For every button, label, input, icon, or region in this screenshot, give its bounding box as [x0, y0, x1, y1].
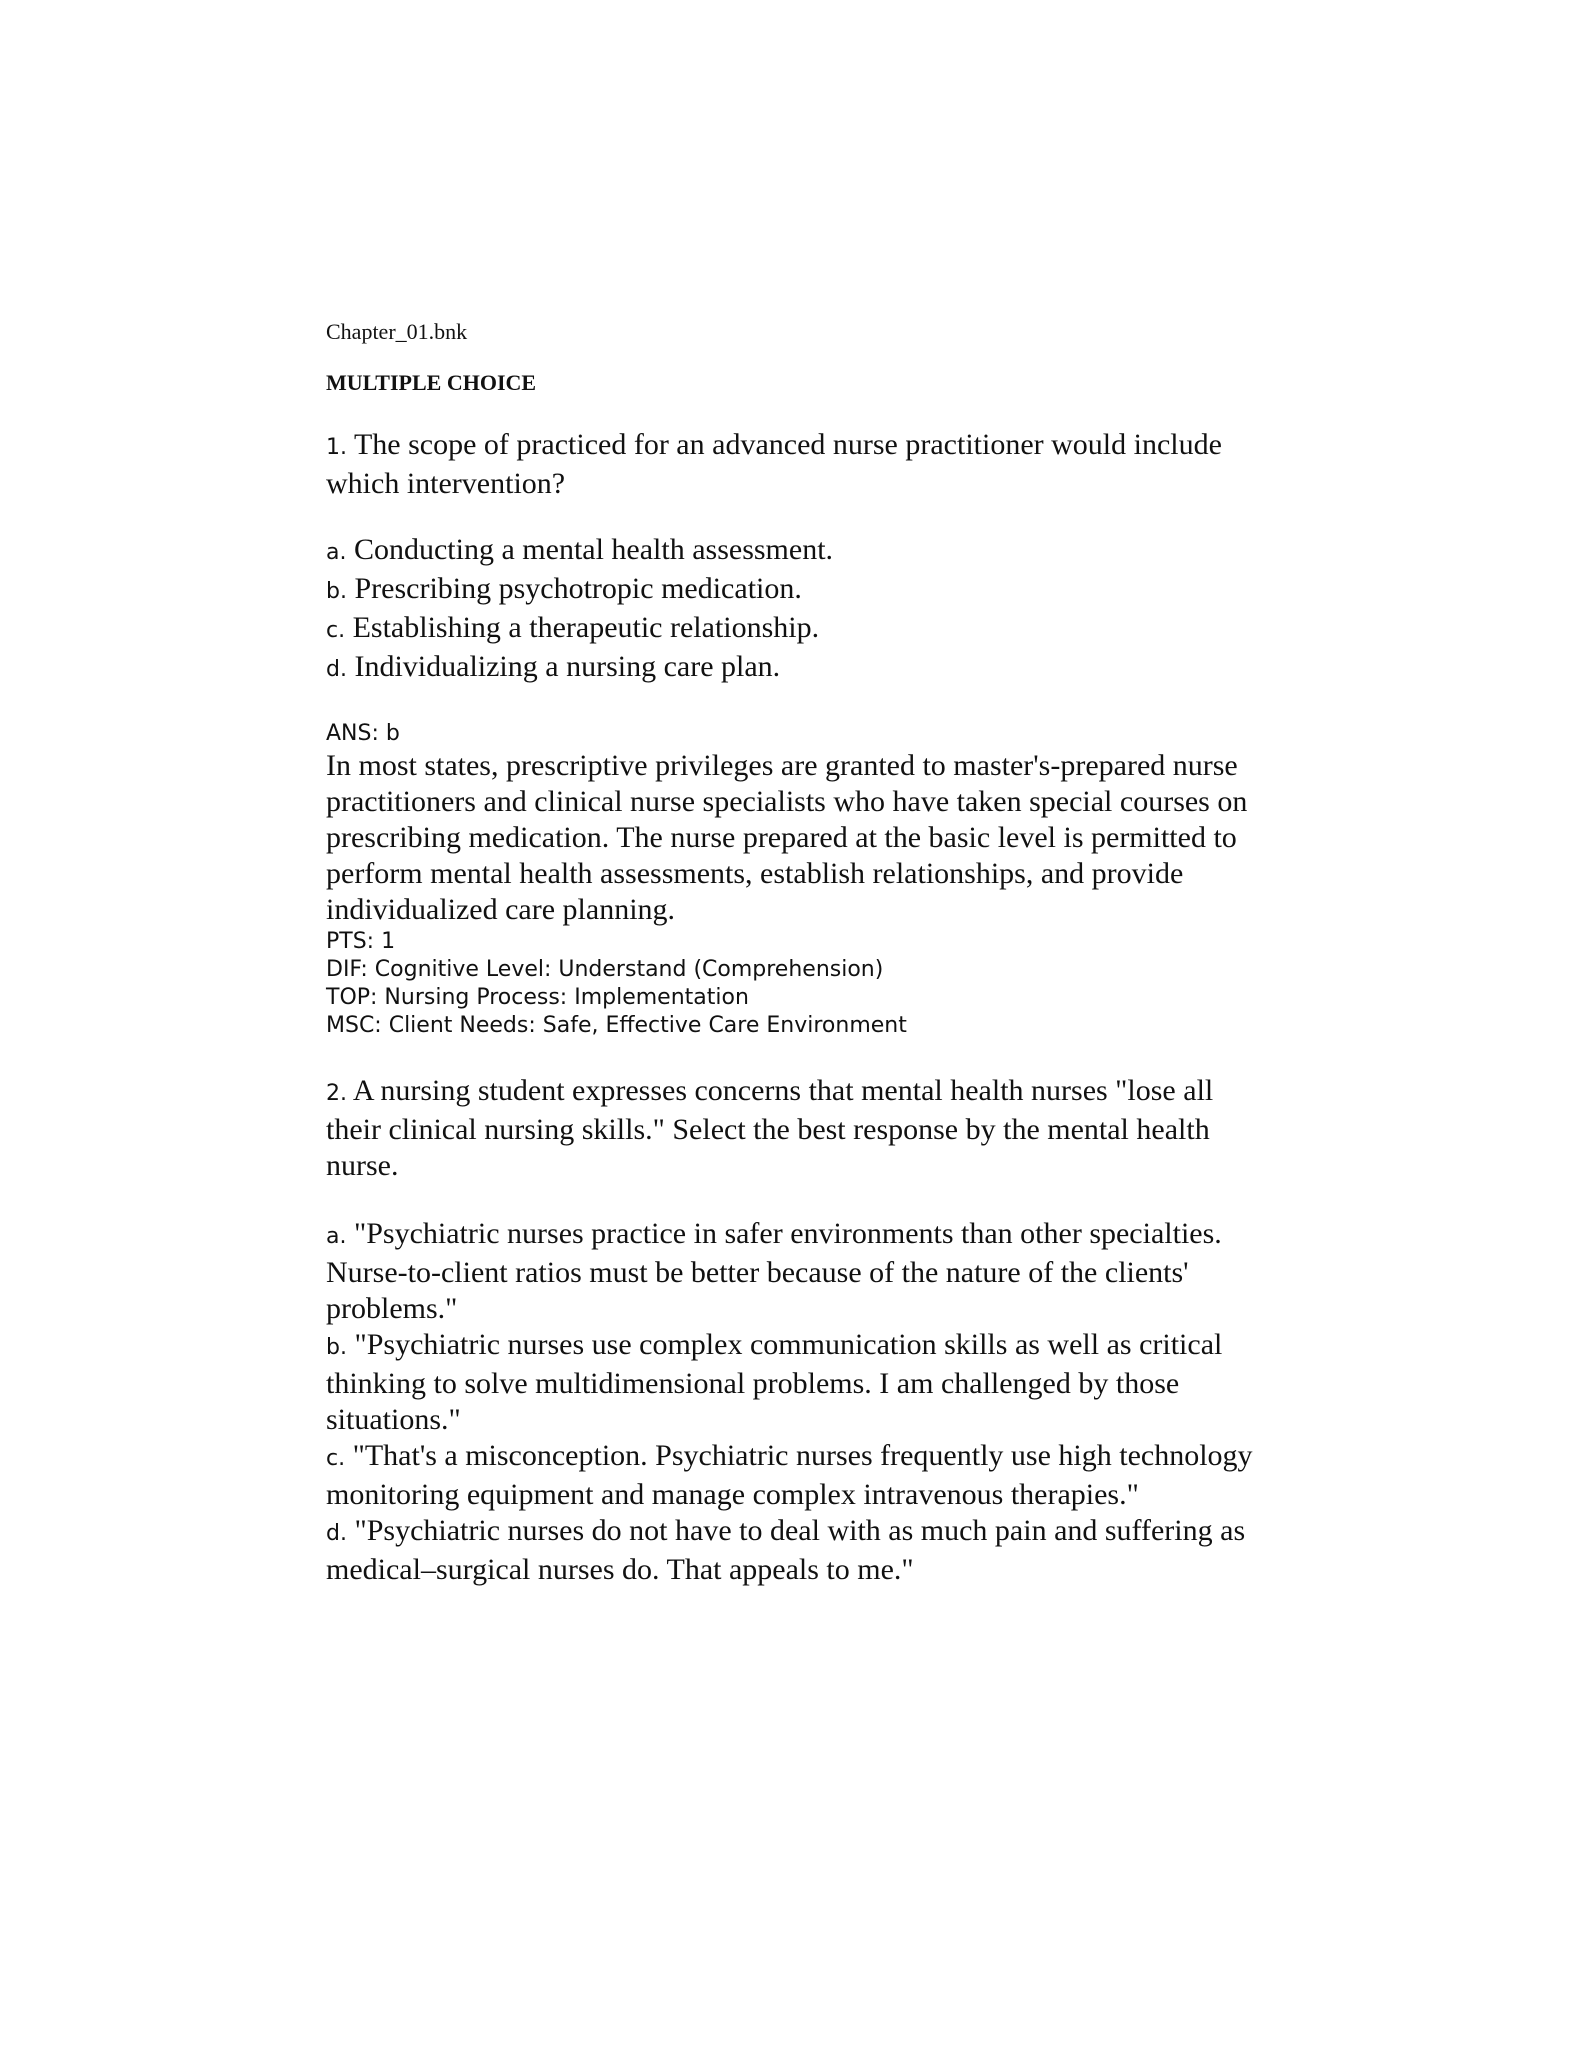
answer-rationale: In most states, prescriptive privileges are granted to master's-prepared nurse practitioners and clinical nurse specialists who have taken special courses on prescribing medication. The nurse prepared at the basic level is permitted to perform mental health assessments, establish relationships, and provide individualized care planning. — [326, 749, 1248, 926]
question-number: 2. — [326, 1081, 347, 1106]
answer-key: ANS: b — [326, 721, 400, 746]
document-page — [326, 318, 1266, 1620]
option-letter: c. — [326, 618, 346, 643]
difficulty-level: DIF: Cognitive Level: Understand (Comprehension) — [326, 957, 884, 982]
answer-option-d — [326, 1513, 1266, 1588]
answer-option-c — [326, 610, 1266, 649]
option-letter: b. — [326, 1335, 347, 1360]
option-text: "Psychiatric nurses do not have to deal with as much pain and suffering as medical–surgical nurses do. That appeals to me." — [326, 1514, 1246, 1586]
answer-option-a — [326, 1216, 1266, 1327]
answer-option-b — [326, 1327, 1266, 1438]
question-stem — [326, 427, 1266, 502]
option-letter: c. — [326, 1446, 346, 1471]
option-letter: a. — [326, 1224, 347, 1249]
question-number: 1. — [326, 435, 347, 460]
question-2 — [326, 1073, 1266, 1588]
question-text: A nursing student expresses concerns that mental health nurses "lose all their clinical nursing skills." Select the best response by the mental health nurse. — [326, 1074, 1214, 1182]
topic-label: TOP: Nursing Process: Implementation — [326, 985, 749, 1010]
question-metadata — [326, 928, 1266, 1040]
question-1 — [326, 427, 1266, 1040]
client-needs-label: MSC: Client Needs: Safe, Effective Care Environment — [326, 1013, 907, 1038]
option-letter: d. — [326, 1521, 347, 1546]
option-text: Individualizing a nursing care plan. — [354, 650, 781, 683]
option-text: "Psychiatric nurses use complex communication skills as well as critical thinking to solve multidimensional problems. I am challenged by those situations." — [326, 1328, 1223, 1436]
answer-option-c — [326, 1438, 1266, 1513]
option-text: "That's a misconception. Psychiatric nurses frequently use high technology monitoring equipment and manage complex intravenous therapies." — [326, 1439, 1253, 1511]
answer-option-d — [326, 649, 1266, 688]
option-text: Conducting a mental health assessment. — [353, 533, 834, 566]
answer-options — [326, 1216, 1266, 1588]
option-text: "Psychiatric nurses practice in safer environments than other specialties. Nurse-to-client ratios must be better because of the nature of the clients' problems." — [326, 1217, 1222, 1325]
points-value: PTS: 1 — [326, 929, 396, 954]
option-letter: d. — [326, 657, 347, 682]
answer-option-a — [326, 532, 1266, 571]
answer-options — [326, 532, 1266, 688]
option-letter: b. — [326, 579, 347, 604]
answer-option-b — [326, 571, 1266, 610]
section-heading: MULTIPLE CHOICE — [326, 370, 537, 395]
question-stem — [326, 1073, 1266, 1184]
option-letter: a. — [326, 540, 347, 565]
option-text: Prescribing psychotropic medication. — [354, 572, 802, 605]
document-filename: Chapter_01.bnk — [326, 319, 468, 344]
question-text: The scope of practiced for an advanced nurse practitioner would include which intervention? — [326, 428, 1222, 500]
option-text: Establishing a therapeutic relationship. — [352, 611, 820, 644]
